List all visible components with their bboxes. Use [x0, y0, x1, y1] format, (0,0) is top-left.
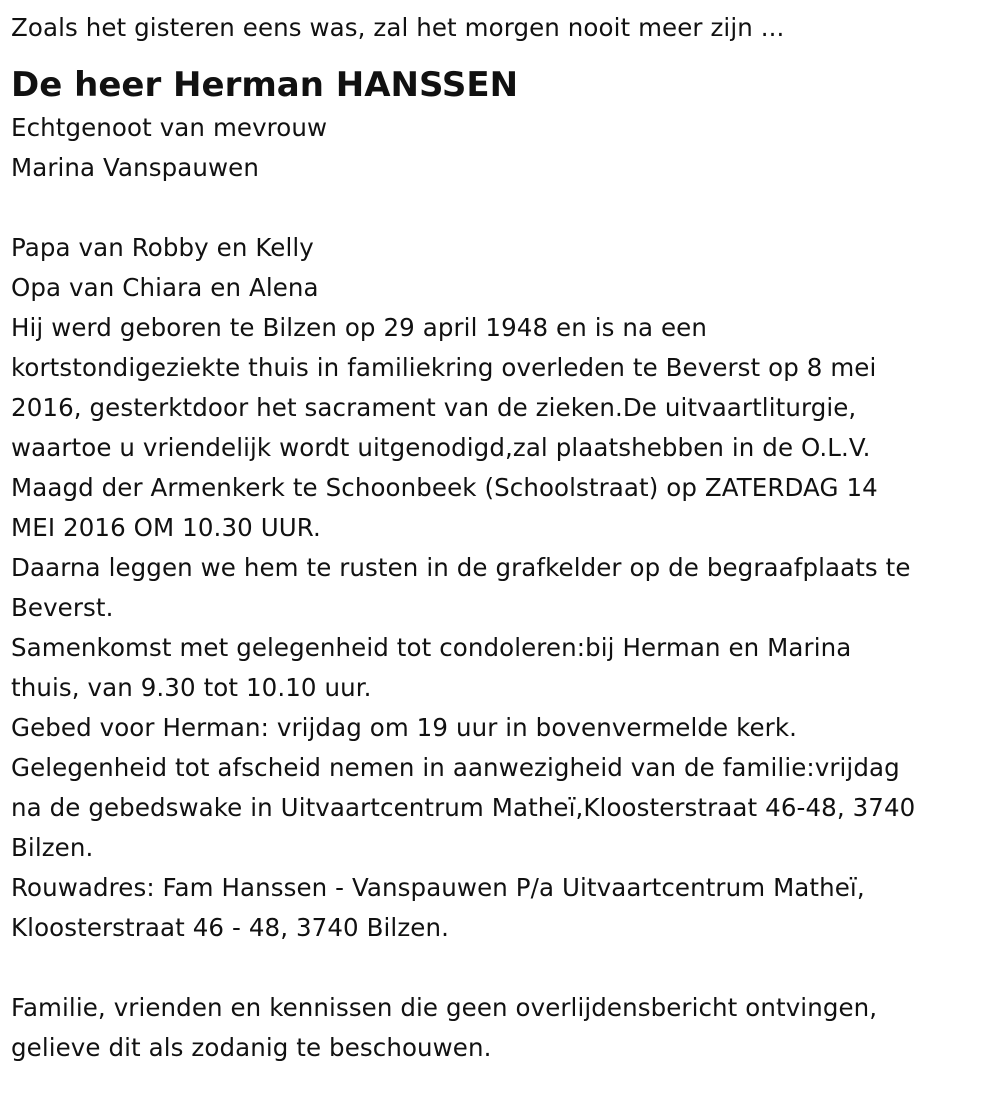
body-line: Hij werd geboren te Bilzen op 29 april 1948 en is na een	[11, 313, 707, 342]
body-line: kortstondigeziekte thuis in familiekring overleden te Beverst op 8 mei	[11, 353, 877, 382]
body-line: Rouwadres: Fam Hanssen - Vanspauwen P/a Uitvaartcentrum Matheï,	[11, 873, 865, 902]
spouse-line: Echtgenoot van mevrouw	[11, 113, 328, 142]
body-line: Kloosterstraat 46 - 48, 3740 Bilzen.	[11, 913, 449, 942]
body-line: Gelegenheid tot afscheid nemen in aanwezigheid van de familie:vrijdag	[11, 753, 900, 782]
body-line: na de gebedswake in Uitvaartcentrum Matheï,Kloosterstraat 46-48, 3740	[11, 793, 916, 822]
spouse-line: Marina Vanspauwen	[11, 153, 259, 182]
closing-line: gelieve dit als zodanig te beschouwen.	[11, 1033, 492, 1062]
body-line: MEI 2016 OM 10.30 UUR.	[11, 513, 321, 542]
body-line: Daarna leggen we hem te rusten in de grafkelder op de begraafplaats te	[11, 553, 911, 582]
closing-line: Familie, vrienden en kennissen die geen overlijdensbericht ontvingen,	[11, 993, 878, 1022]
body-line: Samenkomst met gelegenheid tot condoleren:bij Herman en Marina	[11, 633, 852, 662]
deceased-title: De heer Herman HANSSEN	[11, 65, 519, 105]
body-line: 2016, gesterktdoor het sacrament van de zieken.De uitvaartliturgie,	[11, 393, 857, 422]
spacer	[11, 188, 1000, 228]
body-line: Beverst.	[11, 593, 114, 622]
family-line: Opa van Chiara en Alena	[11, 273, 319, 302]
motto: Zoals het gisteren eens was, zal het morgen nooit meer zijn ...	[11, 13, 785, 42]
body-line: Bilzen.	[11, 833, 94, 862]
family-line: Papa van Robby en Kelly	[11, 233, 314, 262]
body-line: waartoe u vriendelijk wordt uitgenodigd,zal plaatshebben in de O.L.V.	[11, 433, 871, 462]
body-line: Maagd der Armenkerk te Schoonbeek (Schoolstraat) op ZATERDAG 14	[11, 473, 878, 502]
body-line: Gebed voor Herman: vrijdag om 19 uur in bovenvermelde kerk.	[11, 713, 798, 742]
body-line: thuis, van 9.30 tot 10.10 uur.	[11, 673, 372, 702]
spacer	[11, 948, 1000, 988]
